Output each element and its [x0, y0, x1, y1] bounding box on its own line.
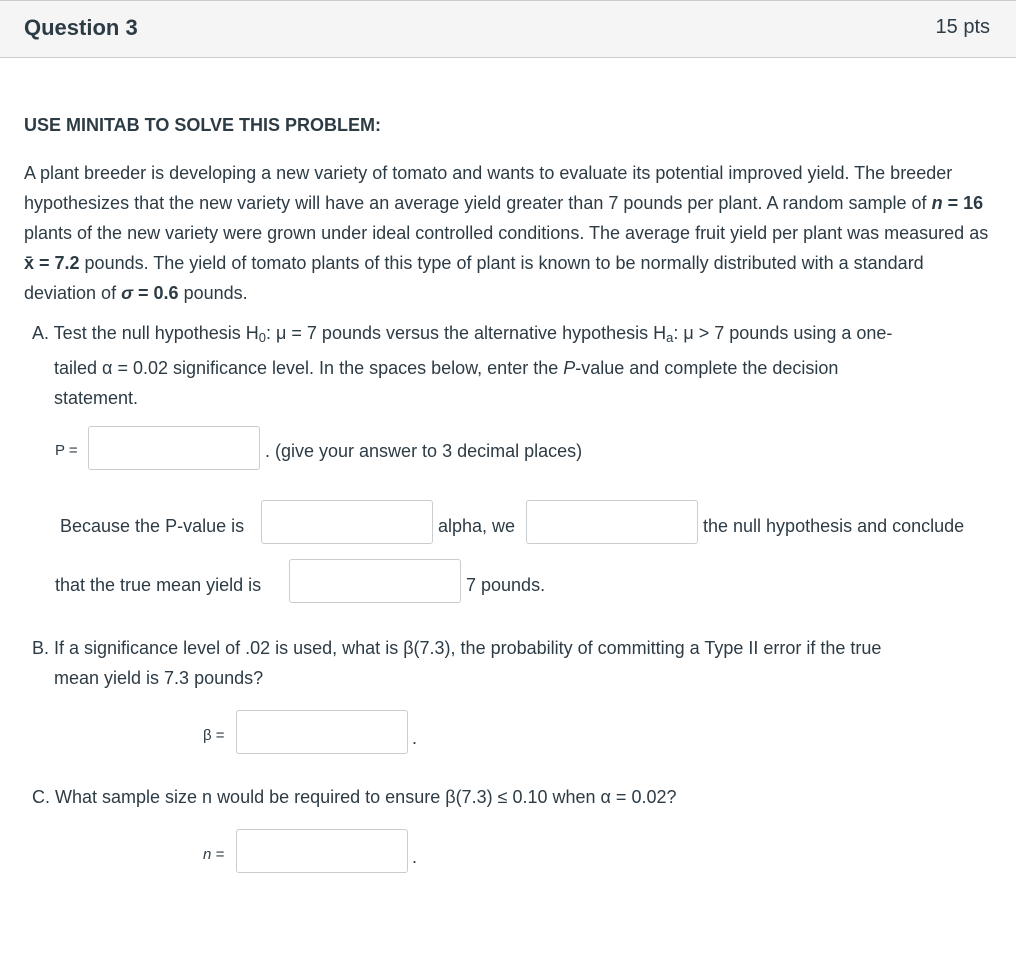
part-a-text-1: A. Test the null hypothesis H — [32, 323, 259, 343]
n-period: . — [412, 847, 418, 867]
n-input[interactable] — [236, 829, 408, 873]
comparison-input-1[interactable] — [261, 500, 433, 544]
problem-statement — [24, 158, 994, 308]
n-value: = 16 — [942, 193, 984, 213]
beta-label: β = — [203, 727, 225, 744]
part-a-line-1 — [32, 318, 982, 353]
h0-subscript: 0 — [258, 330, 267, 345]
ha-subscript: a — [666, 330, 674, 345]
part-b-text — [32, 633, 982, 693]
because-text: Because the P-value is — [60, 516, 245, 536]
p-italic: P — [563, 358, 576, 378]
problem-text-4: pounds. — [178, 283, 248, 303]
part-a-text-4: tailed α = 0.02 significance level. In the spaces below, enter the — [54, 358, 564, 378]
question-title: Question 3 — [24, 15, 138, 40]
part-a-line-3: statement. — [54, 388, 139, 408]
comparison-input-2[interactable] — [289, 559, 461, 603]
problem-text-3: pounds. The yield of tomato plants of this type of plant is known to be normally distributed with a standard deviation of — [24, 253, 924, 303]
part-c-line-1: C. What sample size n would be required to ensure β(7.3) ≤ 0.10 when α = 0.02? — [32, 787, 677, 807]
part-c-text — [32, 782, 982, 812]
part-a-text — [32, 318, 982, 413]
part-b-line-1: B. If a significance level of .02 is used, what is β(7.3), the probability of committing a Type II error if the true — [32, 638, 882, 658]
p-hint: . (give your answer to 3 decimal places) — [265, 441, 583, 461]
p-value-input[interactable] — [88, 426, 260, 470]
xbar-value: x̄ = 7.2 — [24, 253, 80, 273]
beta-input[interactable] — [236, 710, 408, 754]
seven-pounds-text: 7 pounds. — [466, 575, 546, 595]
part-a-text-5: -value and complete the decision — [575, 358, 839, 378]
sigma-value: = 0.6 — [133, 283, 179, 303]
sigma-symbol: σ — [121, 283, 134, 303]
p-label: P = — [55, 442, 78, 459]
n-symbol: n — [931, 193, 943, 213]
null-conclude-text: the null hypothesis and conclude — [703, 516, 965, 536]
beta-period: . — [412, 728, 418, 748]
instruction-text: USE MINITAB TO SOLVE THIS PROBLEM: — [24, 115, 382, 135]
part-a-text-2: : μ = 7 pounds versus the alternative hypothesis H — [266, 323, 667, 343]
problem-text-1: A plant breeder is developing a new variety of tomato and wants to evaluate its potential improved yield. The breeder hypothesizes that the new variety will have an average yield greater than 7 pounds per plant. A random sample of — [24, 163, 953, 213]
part-b-line-2: mean yield is 7.3 pounds? — [54, 668, 264, 688]
part-a-text-3: : μ > 7 pounds using a one- — [673, 323, 893, 343]
question-points: 15 pts — [935, 16, 990, 38]
alpha-we-text: alpha, we — [438, 516, 516, 536]
decision-input[interactable] — [526, 500, 698, 544]
question-header — [0, 0, 1016, 58]
true-mean-text: that the true mean yield is — [55, 575, 262, 595]
part-a-line-2 — [32, 353, 982, 383]
problem-text-2: plants of the new variety were grown under ideal controlled conditions. The average fruit yield per plant was measured as — [24, 223, 989, 243]
question-body — [24, 110, 994, 308]
n-label: n = — [203, 846, 225, 863]
